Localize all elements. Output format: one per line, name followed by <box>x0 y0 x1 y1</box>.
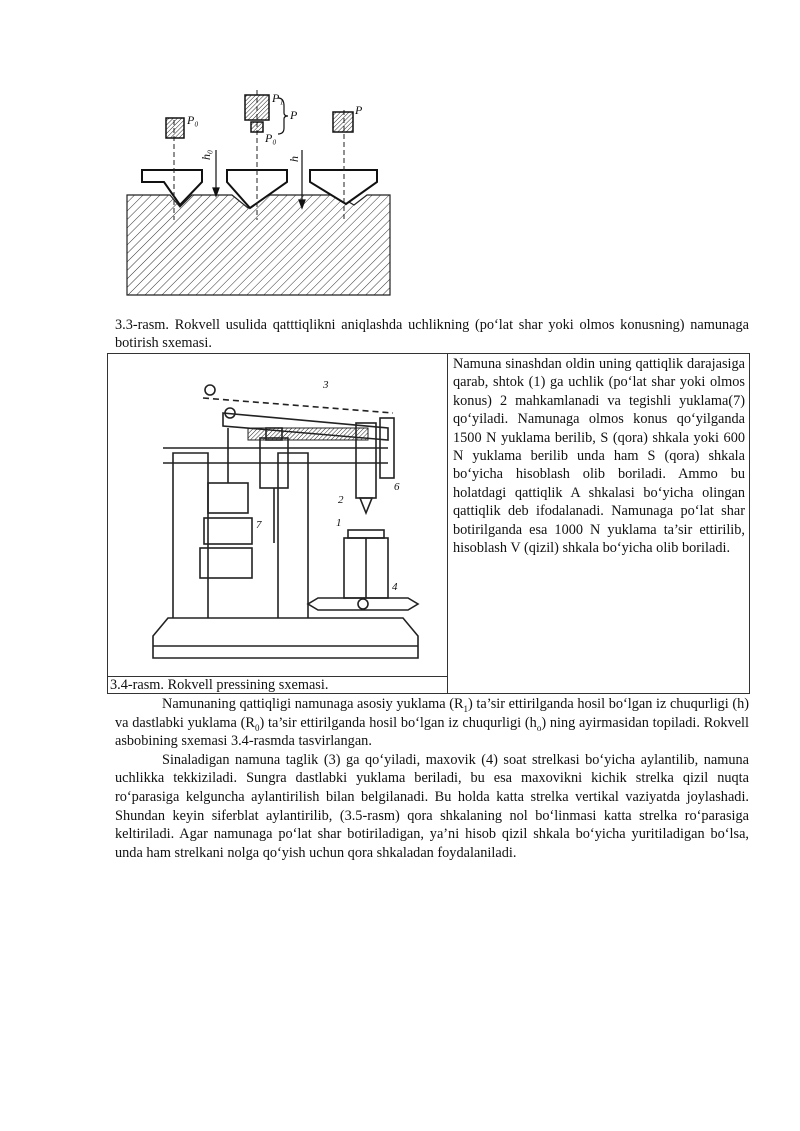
label-part-6: 6 <box>394 481 400 493</box>
figure-3-3-caption: 3.3-rasm. Rokvell usulida qatttiqlikni aniqlashda uchlikning (po‘lat shar yoki olmos konusning) namunaga botirish sxemasi. <box>115 317 749 351</box>
figure-3-4-caption: 3.4-rasm. Rokvell pressining sxemasi. <box>110 677 329 693</box>
label-part-2: 2 <box>338 494 344 506</box>
label-part-3-top: 3 <box>323 379 329 391</box>
label-h0: h₀ <box>199 149 213 160</box>
label-part-7: 7 <box>256 519 262 531</box>
label-p0-left: P₀ <box>187 113 199 127</box>
label-p0-mid: P₀ <box>265 131 277 145</box>
para1-part-b: ) ta’sir ettirilganda hosil bo‘lgan iz chuqurligi (h) va dastlabki yuklama (R <box>115 696 749 731</box>
label-part-1: 1 <box>336 517 342 529</box>
paragraph-2: Sinaladigan namuna taglik (3) ga qo‘yiladi, maxovik (4) soat strelkasi bo‘yicha aylantilib, namuna uchlikka tekkiziladi. Sungra dastlabki yuklama beriladi, bu esa maxovikni kichik strelka qizil nuqta ro‘parasiga kelguncha aylantirilish bilan belgilanadi. Bu holda katta strelka vertikal vaziyatda joylashadi. Shundan keyin siferblat aylantirilib, (3.5-rasm) qora shkalaning nol bo‘linmasi katta strelka ro‘parasiga keltiriladi. Agar namunaga po‘lat shar botiriladigan, ya’ni hisob qizil shkala bo‘yicha yuritiladigan bo‘lsa, unda ham strelkani nolga qo‘yish uchun qora shkaladan foydalaniladi. <box>115 751 749 861</box>
para1-part-c: ) ta’sir ettirilganda hosil bo‘lgan iz chuqurligi (h <box>259 714 537 731</box>
paragraph-1 <box>115 695 749 751</box>
para1-part-d: ) ning ayirmasidan topiladi. Rokvell asbobining sxemasi 3.4-rasmda tasvirlangan. <box>115 714 749 750</box>
para1-sub-1: 1 <box>463 703 469 714</box>
para1-part-a: Namunaning qattiqligi namunaga asosiy yuklama (R <box>162 696 464 712</box>
label-p-right: P <box>355 103 363 117</box>
label-p1: P₁ <box>272 91 284 105</box>
label-h: h <box>287 156 301 162</box>
figure-rockwell-press-scheme <box>148 368 428 668</box>
para1-sub-o: o <box>536 722 542 733</box>
figure-rockwell-indentation-scheme <box>122 80 392 298</box>
body-text <box>115 695 749 862</box>
label-part-4: 4 <box>392 581 398 593</box>
figure-text-table <box>107 353 750 694</box>
para1-sub-0: 0 <box>254 722 260 733</box>
label-p: P <box>290 108 298 122</box>
table-divider-vertical <box>447 354 448 693</box>
figure-description-text: Namuna sinashdan oldin uning qattiqlik darajasiga qarab, shtok (1) ga uchlik (po‘lat shar yoki olmos konus) 2 mahkamlanadi va tegishli yuklama(7) qo‘yiladi. Namunaga olmos konus qo‘yilganda 1500 N yuklama berilib, S (qora) shkala yoki 600 N yuklama berilib unda ham S (qora) shkala bo‘yicha hisoblash olib boriladi. Ammo bu holatdagi qattiqlik A shkalasi bo‘yicha olingan qattiqlik deb ifodalanadi. Namunaga po‘lat shar botirilganda esa 1000 N yuklama ta’sir ettirilib, hisoblash V (qizil) shkala bo‘yicha olib boriladi. <box>453 356 745 557</box>
